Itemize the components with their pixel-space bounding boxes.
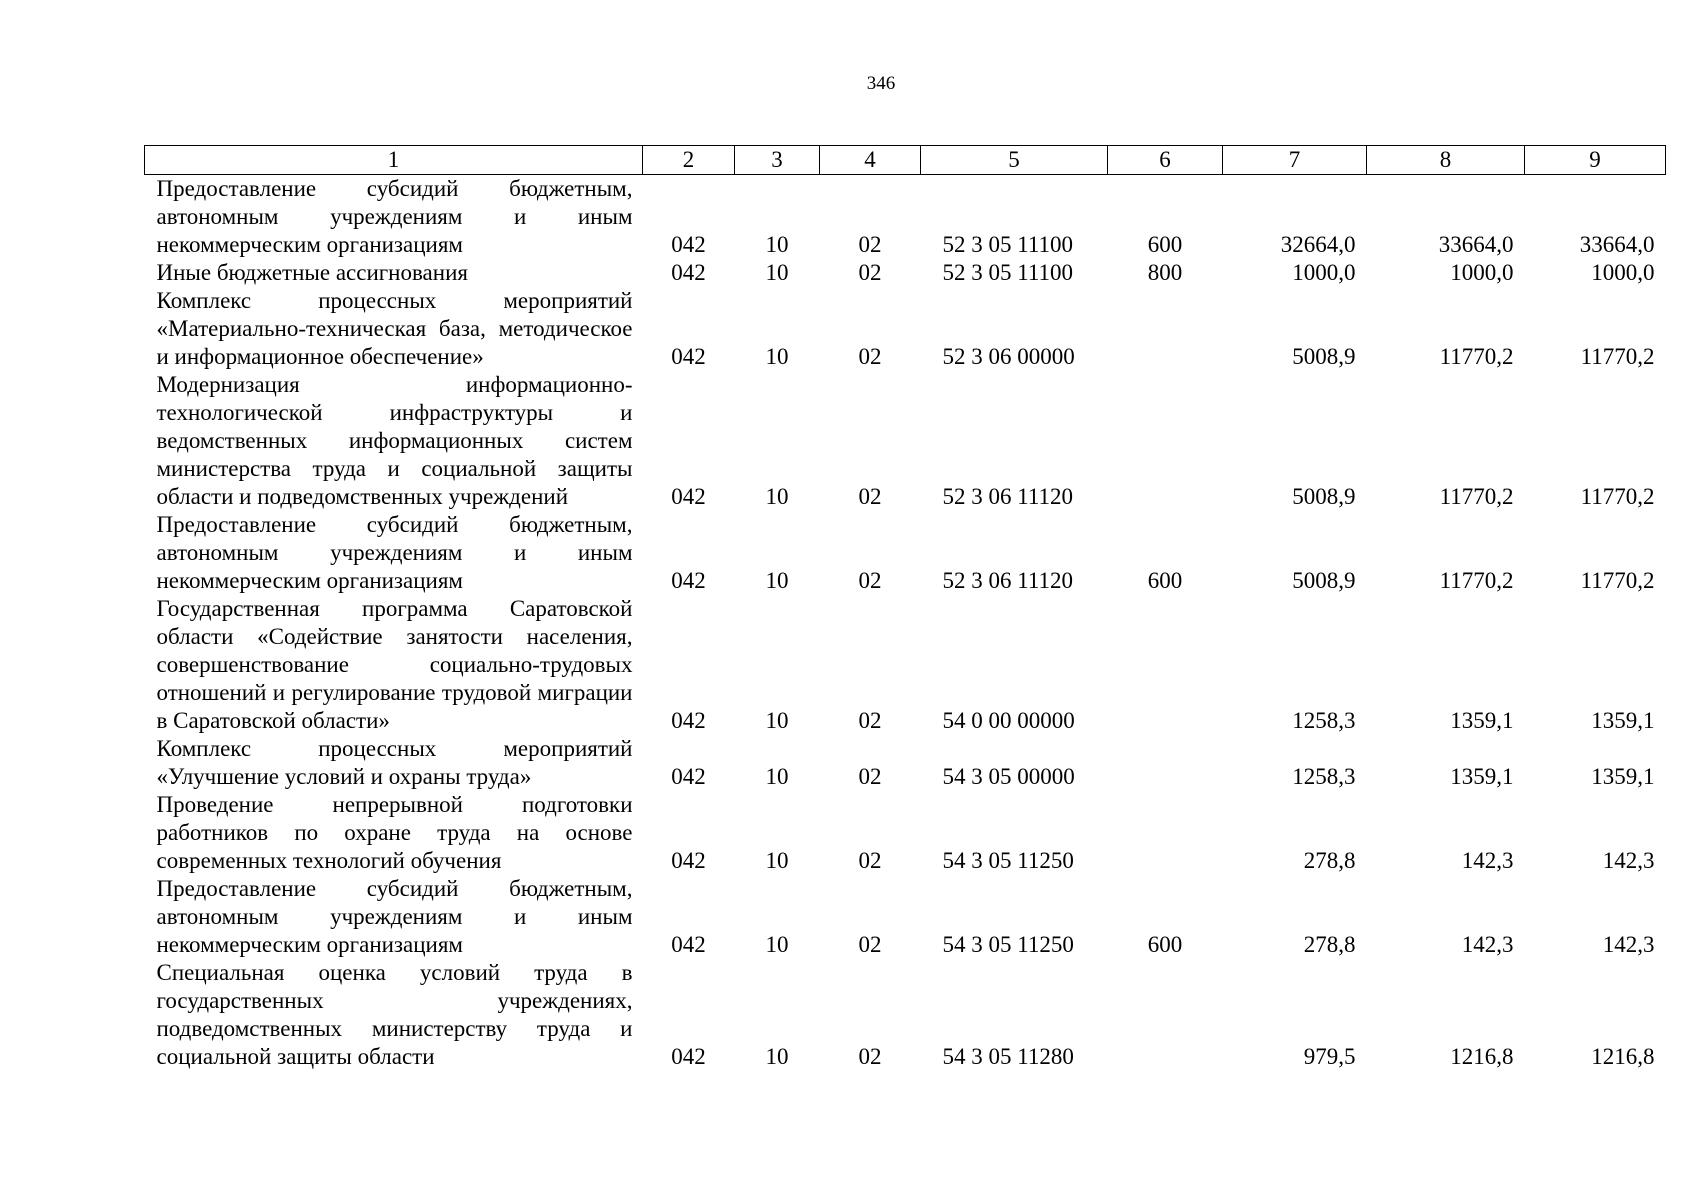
section-cell: 10	[765, 484, 789, 509]
subsection-cell: 02	[858, 568, 882, 593]
column-header: 2	[643, 146, 735, 175]
header-row	[145, 146, 1666, 175]
amount-col8-cell: 1359,1	[1450, 764, 1514, 789]
section-cell: 10	[765, 1044, 789, 1069]
target-article-cell: 52 3 06 00000	[942, 344, 1075, 369]
column-header: 3	[735, 146, 820, 175]
column-header: 7	[1223, 146, 1367, 175]
expense-type-cell: 800	[1147, 260, 1183, 285]
admin-code-cell: 042	[671, 1044, 706, 1069]
amount-col9-cell: 11770,2	[1580, 344, 1655, 369]
table-row	[145, 959, 1666, 1071]
section-cell: 10	[765, 260, 789, 285]
amount-col8-cell: 11770,2	[1439, 484, 1514, 509]
page-number: 346	[866, 73, 896, 94]
expense-type-cell: 600	[1147, 932, 1183, 957]
row-name-cell: Предоставление субсидий бюджетным, автономным учреждениям и иным некоммерческим организациям	[156, 512, 633, 593]
expense-type-cell: 600	[1147, 568, 1183, 593]
expense-type-cell	[1108, 595, 1223, 735]
subsection-cell: 02	[858, 484, 882, 509]
row-name-cell: Проведение непрерывной подготовки работников по охране труда на основе современных технологий обучения	[156, 792, 633, 873]
amount-col8-cell: 33664,0	[1438, 232, 1514, 257]
table-header	[145, 146, 1666, 175]
target-article-cell: 54 3 05 11280	[942, 1044, 1074, 1069]
amount-col8-cell: 142,3	[1461, 932, 1514, 957]
amount-col7-cell: 5008,9	[1292, 568, 1356, 593]
admin-code-cell: 042	[671, 260, 706, 285]
amount-col7-cell: 5008,9	[1292, 484, 1356, 509]
row-name-cell: Комплекс процессных мероприятий «Улучшение условий и охраны труда»	[156, 736, 633, 789]
row-name-cell: Модернизация информационно-технологической инфраструктуры и ведомственных информационных систем министерства труда и социальной защиты области и подведомственных учреждений	[156, 372, 633, 509]
expense-type-cell	[1108, 287, 1223, 371]
column-header: 6	[1108, 146, 1223, 175]
section-cell: 10	[765, 848, 789, 873]
table-row	[145, 875, 1666, 959]
table-row	[145, 371, 1666, 511]
column-header: 1	[145, 146, 643, 175]
amount-col9-cell: 1359,1	[1591, 708, 1655, 733]
subsection-cell: 02	[858, 344, 882, 369]
admin-code-cell: 042	[671, 232, 706, 257]
section-cell: 10	[765, 232, 789, 257]
amount-col9-cell: 11770,2	[1580, 484, 1655, 509]
expense-type-cell	[1108, 959, 1223, 1071]
expense-type-cell: 600	[1147, 232, 1183, 257]
target-article-cell: 54 3 05 11250	[942, 848, 1074, 873]
amount-col9-cell: 11770,2	[1580, 568, 1655, 593]
amount-col9-cell: 142,3	[1602, 848, 1655, 873]
expense-type-cell	[1108, 735, 1223, 791]
admin-code-cell: 042	[671, 708, 706, 733]
target-article-cell: 52 3 05 11100	[942, 260, 1074, 285]
amount-col8-cell: 1000,0	[1450, 260, 1514, 285]
table-row	[145, 259, 1666, 287]
subsection-cell: 02	[858, 764, 882, 789]
admin-code-cell: 042	[671, 932, 706, 957]
table-body	[145, 175, 1666, 1072]
amount-col8-cell: 11770,2	[1439, 344, 1514, 369]
target-article-cell: 54 3 05 00000	[942, 764, 1075, 789]
column-header: 5	[921, 146, 1108, 175]
subsection-cell: 02	[858, 232, 882, 257]
admin-code-cell: 042	[671, 848, 706, 873]
admin-code-cell: 042	[671, 764, 706, 789]
section-cell: 10	[765, 764, 789, 789]
target-article-cell: 52 3 05 11100	[942, 232, 1074, 257]
table-row	[145, 791, 1666, 875]
section-cell: 10	[765, 344, 789, 369]
target-article-cell: 54 0 00 00000	[942, 708, 1075, 733]
subsection-cell: 02	[858, 708, 882, 733]
admin-code-cell: 042	[671, 344, 706, 369]
table-row	[145, 595, 1666, 735]
table-row	[145, 287, 1666, 371]
expense-type-cell	[1108, 791, 1223, 875]
subsection-cell: 02	[858, 848, 882, 873]
subsection-cell: 02	[858, 932, 882, 957]
section-cell: 10	[765, 568, 789, 593]
amount-col8-cell: 142,3	[1461, 848, 1514, 873]
row-name-cell: Предоставление субсидий бюджетным, автономным учреждениям и иным некоммерческим организациям	[156, 176, 633, 257]
section-cell: 10	[765, 708, 789, 733]
amount-col7-cell: 32664,0	[1280, 232, 1356, 257]
amount-col7-cell: 1258,3	[1292, 708, 1356, 733]
amount-col7-cell: 1258,3	[1292, 764, 1356, 789]
admin-code-cell: 042	[671, 568, 706, 593]
column-header: 8	[1367, 146, 1525, 175]
amount-col7-cell: 5008,9	[1292, 344, 1356, 369]
amount-col8-cell: 1359,1	[1450, 708, 1514, 733]
amount-col9-cell: 1359,1	[1591, 764, 1655, 789]
amount-col9-cell: 1000,0	[1591, 260, 1655, 285]
section-cell: 10	[765, 932, 789, 957]
table-row	[145, 511, 1666, 595]
row-name-cell: Государственная программа Саратовской области «Содействие занятости населения, совершенствование социально-трудовых отношений и регулирование трудовой миграции в Саратовской области»	[156, 596, 633, 733]
budget-table	[144, 145, 1666, 1071]
row-name-cell: Комплекс процессных мероприятий «Материально-техническая база, методическое и информационное обеспечение»	[156, 288, 633, 369]
amount-col8-cell: 1216,8	[1450, 1044, 1514, 1069]
subsection-cell: 02	[858, 260, 882, 285]
table-row	[145, 175, 1666, 260]
admin-code-cell: 042	[671, 484, 706, 509]
amount-col9-cell: 33664,0	[1579, 232, 1655, 257]
table-row	[145, 735, 1666, 791]
row-name-cell: Иные бюджетные ассигнования	[156, 260, 468, 285]
subsection-cell: 02	[858, 1044, 882, 1069]
column-header: 9	[1525, 146, 1666, 175]
amount-col7-cell: 979,5	[1303, 1044, 1356, 1069]
amount-col8-cell: 11770,2	[1439, 568, 1514, 593]
target-article-cell: 54 3 05 11250	[942, 932, 1074, 957]
target-article-cell: 52 3 06 11120	[942, 568, 1074, 593]
amount-col9-cell: 142,3	[1602, 932, 1655, 957]
row-name-cell: Предоставление субсидий бюджетным, автономным учреждениям и иным некоммерческим организациям	[156, 876, 633, 957]
row-name-cell: Специальная оценка условий труда в государственных учреждениях, подведомственных министерству труда и социальной защиты области	[156, 960, 633, 1069]
target-article-cell: 52 3 06 11120	[942, 484, 1074, 509]
amount-col7-cell: 1000,0	[1292, 260, 1356, 285]
amount-col7-cell: 278,8	[1303, 932, 1356, 957]
amount-col7-cell: 278,8	[1303, 848, 1356, 873]
expense-type-cell	[1108, 371, 1223, 511]
amount-col9-cell: 1216,8	[1591, 1044, 1655, 1069]
column-header: 4	[820, 146, 921, 175]
